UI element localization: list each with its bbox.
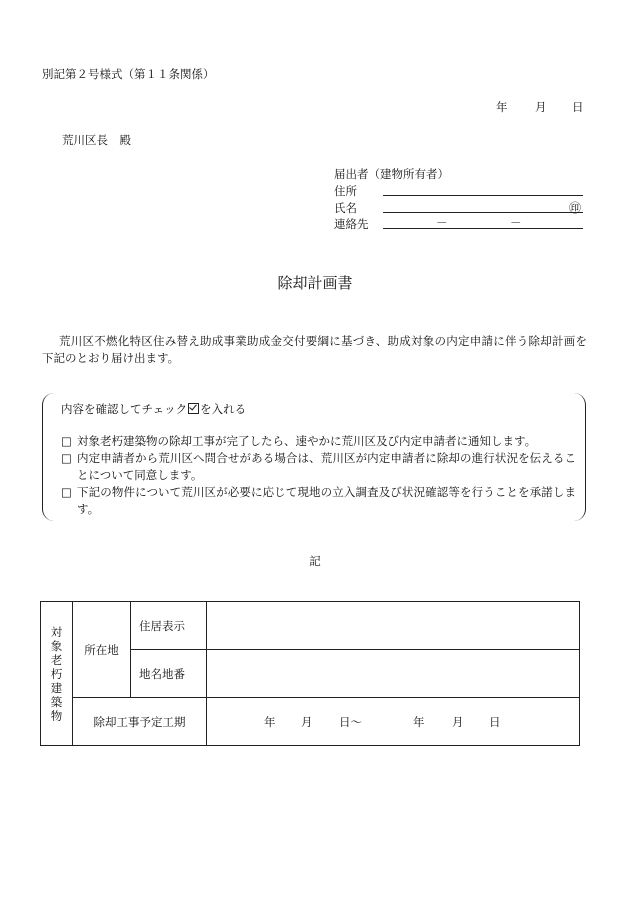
checklist-item-text: 下記の物件について荒川区が必要に応じて現地の立入調査及び状況確認等を行うことを承諾します。 [77,485,576,516]
checklist-item-text: 内定申請者から荒川区へ問合せがある場合は、荒川区が内定申請者に除却の進行状況を伝えることについて同意します。 [77,451,576,482]
checklist-instruction [61,401,246,417]
lot-input[interactable] [207,650,580,698]
form-number: 別記第２号様式（第１１条関係） [42,67,215,81]
date-day-label: 日 [572,100,584,114]
contact-dash-1: － [436,216,448,230]
contact-dash-2: － [510,216,522,230]
period-start-day: 日～ [339,714,362,729]
row-header-cell [41,602,73,746]
lot-label: 地名地番 [131,650,207,698]
period-end-month: 月 [452,714,464,729]
applicant-role: 届出者（建物所有者） [334,167,449,181]
body-paragraph: 荒川区不燃化特区住み替え助成事業助成金交付要綱に基づき、助成対象の内定申請に伴う除却計画を下記のとおり届け出ます。 [42,334,587,365]
period-start-month: 月 [301,714,313,729]
instruction-text-after: を入れる [200,402,247,416]
checklist-item[interactable] [61,433,576,450]
period-input[interactable] [207,698,580,746]
instruction-text-before: 内容を確認してチェック [61,402,188,416]
checklist-item[interactable] [61,450,576,484]
checkbox-icon[interactable]: □ [61,485,72,499]
date-year-label: 年 [496,100,508,114]
property-table [40,601,580,746]
address-field[interactable] [383,195,583,196]
period-end-year: 年 [413,714,425,729]
name-field[interactable] [383,212,583,213]
address-label: 住所 [334,184,357,198]
seal-mark: ㊞ [569,201,582,215]
row-header-vertical: 対 象 老 朽 建 築 物 [50,624,63,723]
addressee: 荒川区長 殿 [62,133,131,147]
contact-field[interactable] [383,228,583,229]
period-start-year: 年 [264,714,276,729]
checkmark-box-icon [188,403,199,414]
period-label: 除却工事予定工期 [73,698,207,746]
ki-heading: 記 [309,554,321,568]
bracket-left [42,393,57,521]
checklist-item[interactable] [61,484,576,518]
checklist-item-text: 対象老朽建築物の除却工事が完了したら、速やかに荒川区及び内定申請者に通知します。 [77,434,537,448]
contact-label: 連絡先 [334,217,369,231]
page-title: 除却計画書 [277,274,353,292]
date-month-label: 月 [535,100,547,114]
name-label: 氏名 [334,201,357,215]
checklist-box [42,393,586,521]
checkbox-icon[interactable]: □ [61,451,72,465]
location-label: 所在地 [73,602,131,698]
residence-label: 住居表示 [131,602,207,650]
period-end-day: 日 [489,714,501,729]
residence-input[interactable] [207,602,580,650]
checkbox-icon[interactable]: □ [61,434,72,448]
